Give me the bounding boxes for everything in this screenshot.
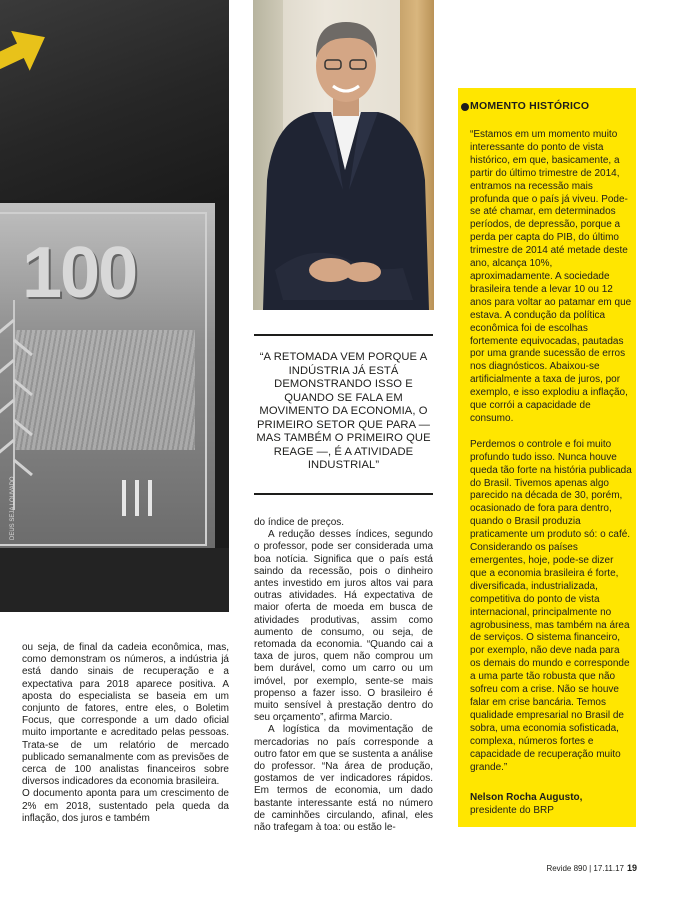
banknote-pattern	[15, 330, 195, 450]
banknote-bars-icon	[118, 478, 158, 518]
banknote-photo	[0, 0, 229, 612]
pull-quote-top-rule	[254, 334, 433, 336]
fern-illustration-icon	[0, 300, 34, 510]
sidebar-paragraph: Perdemos o controle e foi muito profundo tudo isso. Nunca houve queda tão forte na história publicada do Brasil. Tivemos apenas algo parecido na década de 30, porém, ocasionado de fora para dentro, quando o Brasil produzia praticamente um produto só: o café. Considerando os países emergentes, hoje, pode-se dizer que a economia brasileira é forte, diversificada, industrializada, competitiva do ponto de vista internacional, principalmente no agrobusiness, mas também na área de serviços. O sistema financeiro, por exemplo, não deve nada para os demais do mundo e corresponde a uma parte tão robusta que não sofreu com a crise. Não se houve falar em crise bancária. Temos qualidade empresarial no Brasil de sobra, uma economia sofisticada, complexa, números fortes e capacidade de recuperação muito grande.”	[470, 438, 632, 773]
body-paragraph: ou seja, de final da cadeia econômica, mas, como demonstram os números, a indústria já está dando sinais de recuperação e a expectativa para 2018 aparece positiva. A aposta do especialista se baseia em um conjunto de fatores, entre eles, o Boletim Focus, que corresponde a um dado oficial muito importante e acreditado pelas pessoas. Trata-se de um relatório de mercado publicado semanalmente com as previsões de cerca de 100 analistas financeiros sobre diversos indicadores da economia brasileira.	[22, 642, 229, 788]
sidebar-signature	[470, 792, 632, 818]
page-footer	[512, 863, 637, 873]
issue-info: Revide 890 | 17.11.17	[546, 864, 624, 873]
signature-name: Nelson Rocha Augusto,	[470, 792, 583, 803]
body-paragraph: O documento aponta para um crescimento de 2% em 2018, sustentado pela queda da inflação, dos juros e também	[22, 788, 229, 824]
body-paragraph: A redução desses índices, segundo o professor, pode ser considerada uma boa notícia. Significa que o país está saindo da recessão, pois o dinheiro antes investido em juros altos vai para outras atividades. Há expectativa de maior oferta de moeda em busca de atividades produtivas, assim como aumento de consumo, ou seja, de retomada da economia. “Quando cai a taxa de juros, quem não comprou um bem durável, como um carro ou um imóvel, por exemplo, sente-se mais propenso a fazer isso. O brasileiro é muito sensível à prestação dentro do seu orçamento”, afirma Marcio.	[254, 529, 433, 724]
bullet-dot-icon	[461, 103, 469, 111]
body-paragraph: do índice de preços.	[254, 517, 345, 528]
page-number: 19	[626, 863, 637, 873]
man-portrait-icon	[253, 0, 434, 310]
banknote-value: 100	[22, 233, 137, 313]
body-column-middle	[254, 517, 433, 834]
pull-quote: “A RETOMADA VEM PORQUE A INDÚSTRIA JÁ ESTÁ DEMONSTRANDO ISSO E QUANDO SE FALA EM MOVIMENTO DA ECONOMIA, O PRIMEIRO SETOR QUE PARA — MAS TAMBÉM O PRIMEIRO QUE REAGE —, É A ATIVIDADE INDUSTRIAL”	[256, 351, 431, 471]
body-column-left	[22, 642, 229, 825]
road-bottom	[0, 548, 229, 612]
sidebar-heading: MOMENTO HISTÓRICO	[470, 100, 590, 112]
banknote-motto: DEUS SEJA LOUVADO	[10, 476, 16, 540]
sidebar-paragraph: “Estamos em um momento muito interessante do ponto de vista histórico, em que, basicamente, a partir do último trimestre de 2014, entramos na recessão mais profunda que o país já viveu. Pode-se até chamar, em determinados períodos, de depressão, porque a perda per capta do PIB, do último trimestre de 2014 até metade deste ano, alcança 10%, aproximadamente. A sociedade brasileira tende a levar 10 ou 12 anos para voltar ao patamar em que estava. A condução da política econômica foi de escolhas fortemente equivocadas, pautadas por uma grande sucessão de erros nos diagnósticos. Abaixou-se artificialmente a taxa de juros, por exemplo, e isso explodiu a inflação, que corrói a capacidade de consumo.	[470, 129, 632, 424]
sidebar-text	[470, 129, 632, 787]
body-paragraph: A logística da movimentação de mercadorias no país corresponde a outro fator em que se sustenta a análise do professor. “Na área de produção, gostamos de ver indicadores rápidos. Em termos de economia, um dado bastante interessante está no número de caminhões circulando, afinal, eles não trafegam à toa: ou estão le-	[254, 724, 433, 834]
arrow-icon	[0, 28, 56, 80]
portrait-photo	[253, 0, 434, 310]
pull-quote-bottom-rule	[254, 493, 433, 495]
signature-role: presidente do BRP	[470, 804, 554, 816]
